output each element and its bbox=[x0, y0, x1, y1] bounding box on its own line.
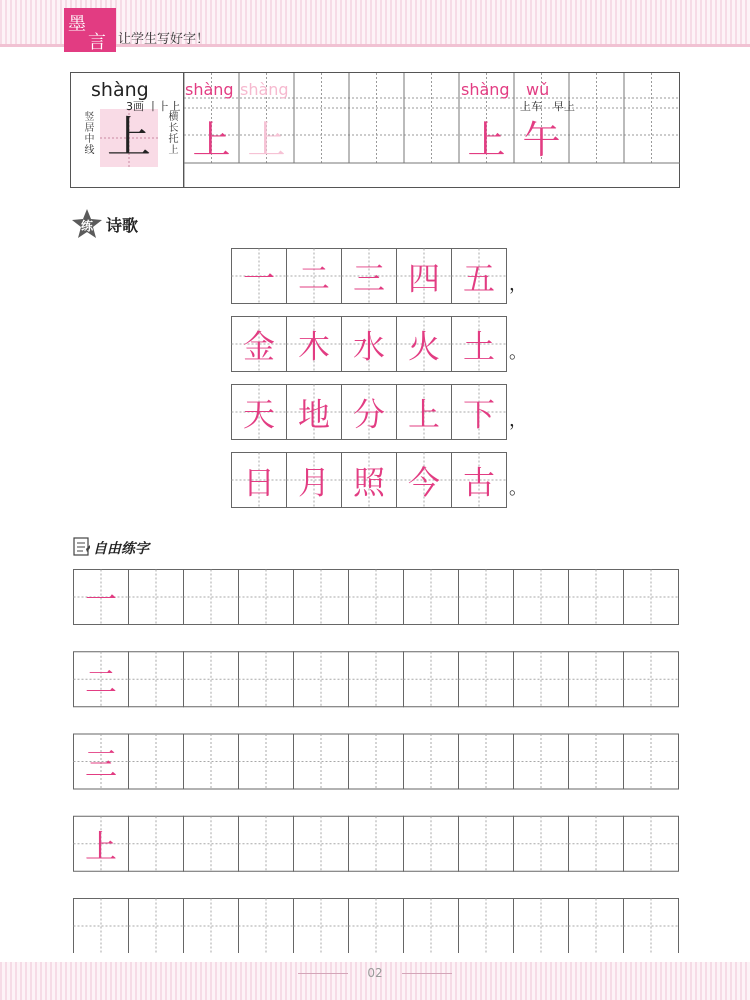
poem-punct-2: 。 bbox=[509, 342, 527, 363]
practice-char-solid: 上 bbox=[192, 118, 231, 162]
poem-char: 照 bbox=[352, 463, 386, 502]
notebook-icon bbox=[73, 537, 91, 557]
practice-pinyin: shàng bbox=[185, 80, 234, 99]
tip-left: 竖居中线 bbox=[82, 111, 93, 155]
page-number: 02 bbox=[367, 966, 383, 980]
poem-grid bbox=[231, 248, 511, 510]
poem-char: 四 bbox=[407, 259, 441, 298]
moyan-logo bbox=[64, 8, 116, 52]
word-pinyin-2: wǔ bbox=[526, 80, 550, 99]
free-row-char: 一 bbox=[84, 580, 118, 619]
logo-char-1: 墨 bbox=[68, 14, 86, 35]
free-row-char: 上 bbox=[84, 827, 118, 866]
stroke-info: 3画 丨⺊上 bbox=[126, 100, 181, 113]
header-slogan: 让学生写好字！ bbox=[118, 32, 210, 47]
poem-char: 二 bbox=[297, 259, 331, 298]
footer-line-right bbox=[402, 973, 452, 974]
word-char-1: 上 bbox=[467, 118, 506, 162]
word-char-2: 午 bbox=[522, 118, 561, 162]
example-words: 上车 早上 bbox=[520, 100, 575, 113]
demo-character: 上 bbox=[107, 112, 151, 163]
character-card bbox=[70, 72, 680, 188]
tip-right: 横长托上 bbox=[166, 111, 177, 155]
poem-char: 土 bbox=[462, 327, 496, 366]
poem-punct-3: ， bbox=[509, 410, 527, 431]
poem-char: 五 bbox=[462, 259, 496, 298]
footer-line-left bbox=[298, 973, 348, 974]
poem-char: 上 bbox=[407, 395, 441, 434]
practice-char-trace: 上 bbox=[247, 118, 286, 162]
poem-char: 三 bbox=[352, 259, 386, 298]
free-row-char: 三 bbox=[84, 745, 118, 783]
character-pinyin: shàng bbox=[91, 79, 149, 101]
free-row-char: 二 bbox=[84, 662, 118, 701]
poem-char: 火 bbox=[407, 327, 441, 366]
poem-char: 分 bbox=[352, 395, 386, 434]
free-practice-title: 自由练字 bbox=[93, 541, 149, 557]
star-label: 练 bbox=[80, 219, 94, 233]
poem-char: 天 bbox=[242, 395, 276, 434]
poem-char: 水 bbox=[352, 327, 386, 366]
logo-char-2: 言 bbox=[88, 32, 106, 52]
practice-star-icon bbox=[72, 209, 102, 239]
poem-char: 金 bbox=[242, 327, 276, 366]
poem-punct-1: ， bbox=[509, 274, 527, 295]
poem-char: 木 bbox=[297, 327, 331, 366]
practice-pinyin-trace: shàng bbox=[240, 80, 289, 99]
poem-char: 日 bbox=[242, 463, 276, 502]
poem-char: 月 bbox=[297, 463, 331, 502]
poem-char: 今 bbox=[407, 463, 441, 502]
word-pinyin-1: shàng bbox=[461, 80, 510, 99]
character-demo-panel bbox=[71, 73, 184, 187]
demo-cell bbox=[100, 109, 158, 167]
poem-char: 一 bbox=[242, 259, 276, 298]
free-practice-grid bbox=[73, 569, 679, 953]
poem-char: 地 bbox=[297, 395, 331, 434]
poem-section-title: 诗歌 bbox=[106, 216, 139, 235]
poem-char: 下 bbox=[462, 395, 496, 434]
poem-char: 古 bbox=[462, 463, 496, 502]
poem-punct-4: 。 bbox=[509, 478, 527, 499]
